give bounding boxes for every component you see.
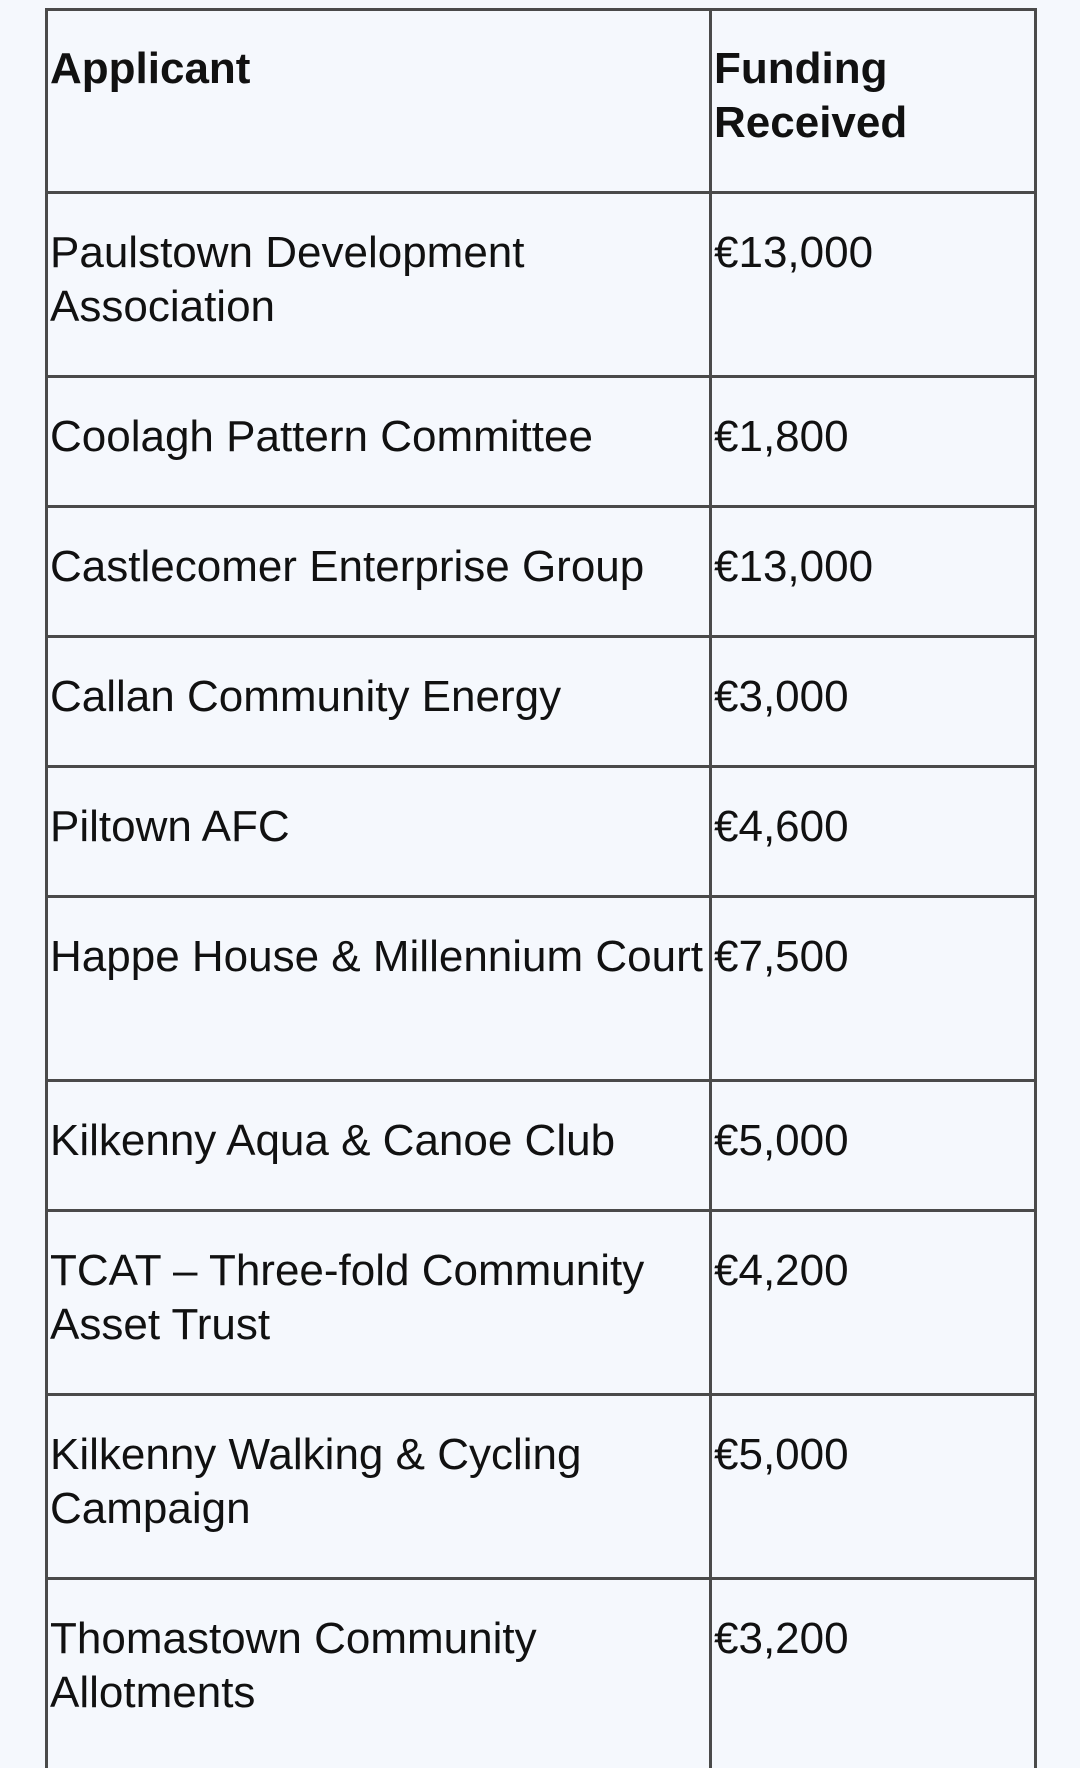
funding-cell: €3,000 xyxy=(711,637,1036,767)
applicant-cell: Paulstown Development Association xyxy=(47,193,711,377)
funding-cell: €13,000 xyxy=(711,193,1036,377)
applicant-cell: Coolagh Pattern Committee xyxy=(47,377,711,507)
applicant-cell: Thomastown Community Allotments xyxy=(47,1579,711,1768)
funding-cell: €5,000 xyxy=(711,1395,1036,1579)
table-row xyxy=(47,767,1036,897)
applicant-cell: Kilkenny Aqua & Canoe Club xyxy=(47,1081,711,1211)
applicant-cell: Kilkenny Walking & Cycling Campaign xyxy=(47,1395,711,1579)
funding-cell: €1,800 xyxy=(711,377,1036,507)
funding-cell: €7,500 xyxy=(711,897,1036,1081)
table-row xyxy=(47,507,1036,637)
table-row xyxy=(47,637,1036,767)
funding-cell: €3,200 xyxy=(711,1579,1036,1768)
applicant-cell: Happe House & Millennium Court xyxy=(47,897,711,1081)
applicant-cell: Castlecomer Enterprise Group xyxy=(47,507,711,637)
table-row xyxy=(47,193,1036,377)
funding-cell: €4,600 xyxy=(711,767,1036,897)
funding-cell: €4,200 xyxy=(711,1211,1036,1395)
header-funding-received: Funding Received xyxy=(711,10,1036,193)
funding-cell: €5,000 xyxy=(711,1081,1036,1211)
table-row xyxy=(47,1579,1036,1768)
funding-cell: €13,000 xyxy=(711,507,1036,637)
table-row xyxy=(47,1081,1036,1211)
applicant-cell: Piltown AFC xyxy=(47,767,711,897)
header-applicant: Applicant xyxy=(47,10,711,193)
table-header-row xyxy=(47,10,1036,193)
table-row xyxy=(47,1211,1036,1395)
table-row xyxy=(47,897,1036,1081)
table-row xyxy=(47,377,1036,507)
applicant-cell: TCAT – Three-fold Community Asset Trust xyxy=(47,1211,711,1395)
applicant-cell: Callan Community Energy xyxy=(47,637,711,767)
funding-table xyxy=(45,8,1037,1768)
table-row xyxy=(47,1395,1036,1579)
